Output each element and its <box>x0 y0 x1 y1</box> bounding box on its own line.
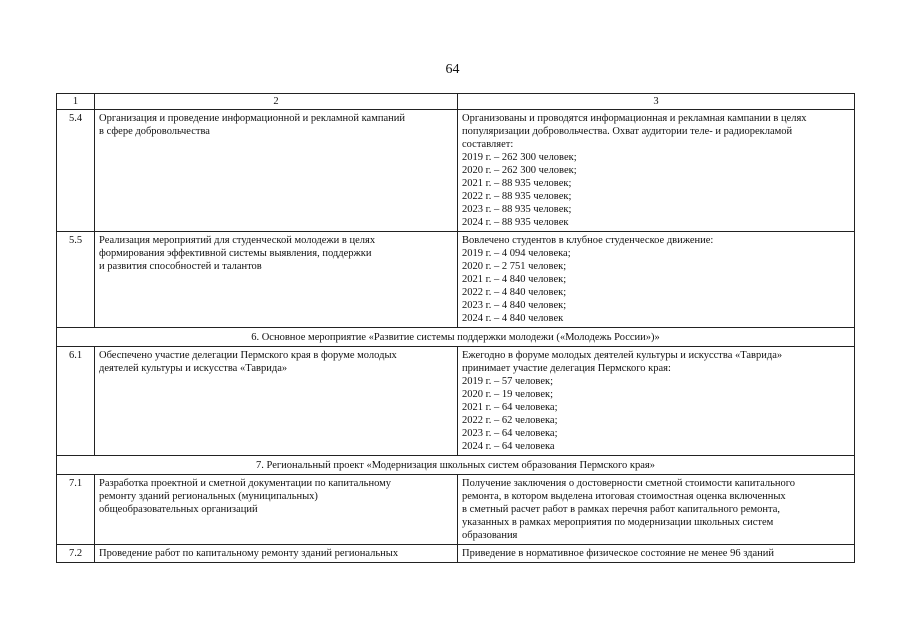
text-line: в сфере добровольчества <box>99 126 210 137</box>
text-line: Реализация мероприятий для студенческой молодежи в целях <box>99 235 376 246</box>
section-heading-row <box>57 456 855 475</box>
measures-table <box>56 93 855 563</box>
text-line: Вовлечено студентов в клубное студенческое движение: <box>462 235 714 246</box>
text-line: 2021 г. – 4 840 человек; <box>462 274 567 285</box>
text-line: Организованы и проводятся информационная и рекламная кампании в целях <box>462 113 807 124</box>
text-line: образования <box>462 530 518 541</box>
table-row <box>57 347 855 456</box>
text-line: 2019 г. – 4 094 человека; <box>462 248 571 259</box>
text-line: ремонту зданий региональных (муниципальных) <box>99 491 318 502</box>
row-number: 5.5 <box>57 232 95 328</box>
text-line: указанных в рамках мероприятия по модернизации школьных систем <box>462 517 774 528</box>
section-heading-row <box>57 328 855 347</box>
header-cell-2: 2 <box>95 94 458 110</box>
text-line: Приведение в нормативное физическое состояние не менее 96 зданий <box>462 548 775 559</box>
text-line: составляет: <box>462 139 514 150</box>
text-line: общеобразовательных организаций <box>99 504 258 515</box>
row-number: 5.4 <box>57 110 95 232</box>
table-row <box>57 110 855 232</box>
text-line: 2019 г. – 262 300 человек; <box>462 152 577 163</box>
text-line: 2020 г. – 262 300 человек; <box>462 165 577 176</box>
row-number: 7.2 <box>57 545 95 563</box>
activity-cell <box>95 110 458 232</box>
text-line: 2024 г. – 88 935 человек <box>462 217 569 228</box>
row-number: 6.1 <box>57 347 95 456</box>
page-number: 64 <box>445 62 460 77</box>
page-bottom-margin <box>0 580 905 640</box>
text-line: 2023 г. – 64 человека; <box>462 428 558 439</box>
activity-cell <box>95 475 458 545</box>
text-line: 2023 г. – 88 935 человек; <box>462 204 572 215</box>
text-line: Проведение работ по капитальному ремонту зданий региональных <box>99 548 399 559</box>
text-line: Ежегодно в форуме молодых деятелей культуры и искусства «Таврида» <box>462 350 783 361</box>
table-row <box>57 545 855 563</box>
section-6-title: 6. Основное мероприятие «Развитие системы поддержки молодежи («Молодежь России»)» <box>57 328 855 347</box>
table-row <box>57 475 855 545</box>
text-line: в сметный расчет работ в рамках перечня работ капитального ремонта, <box>462 504 781 515</box>
result-cell <box>458 475 855 545</box>
text-line: формирования эффективной системы выявления, поддержки <box>99 248 372 259</box>
text-line: 2024 г. – 64 человека <box>462 441 555 452</box>
text-line: 2019 г. – 57 человек; <box>462 376 554 387</box>
text-line: 2022 г. – 88 935 человек; <box>462 191 572 202</box>
text-line: Разработка проектной и сметной документации по капитальному <box>99 478 392 489</box>
text-line: 2023 г. – 4 840 человек; <box>462 300 567 311</box>
text-line: 2021 г. – 88 935 человек; <box>462 178 572 189</box>
header-cell-1: 1 <box>57 94 95 110</box>
header-cell-3: 3 <box>458 94 855 110</box>
text-line: и развития способностей и талантов <box>99 261 262 272</box>
row-number: 7.1 <box>57 475 95 545</box>
text-line: 2022 г. – 62 человека; <box>462 415 558 426</box>
text-line: ремонта, в котором выделена итоговая стоимостная оценка включенных <box>462 491 786 502</box>
text-line: Получение заключения о достоверности сметной стоимости капитального <box>462 478 796 489</box>
activity-cell <box>95 232 458 328</box>
activity-cell <box>95 545 458 563</box>
result-cell <box>458 232 855 328</box>
text-line: популяризации добровольчества. Охват аудитории теле- и радиорекламой <box>462 126 793 137</box>
result-cell <box>458 110 855 232</box>
table-row <box>57 232 855 328</box>
text-line: Обеспечено участие делегации Пермского края в форуме молодых <box>99 350 397 361</box>
text-line: 2020 г. – 2 751 человек; <box>462 261 567 272</box>
text-line: 2021 г. – 64 человека; <box>462 402 558 413</box>
text-line: деятелей культуры и искусства «Таврида» <box>99 363 288 374</box>
result-cell <box>458 347 855 456</box>
text-line: 2020 г. – 19 человек; <box>462 389 554 400</box>
text-line: Организация и проведение информационной и рекламной кампаний <box>99 113 405 124</box>
table-header-row <box>57 94 855 110</box>
result-cell <box>458 545 855 563</box>
text-line: принимает участие делегация Пермского края: <box>462 363 671 374</box>
section-7-title: 7. Региональный проект «Модернизация школьных систем образования Пермского края» <box>57 456 855 475</box>
activity-cell <box>95 347 458 456</box>
text-line: 2024 г. – 4 840 человек <box>462 313 564 324</box>
text-line: 2022 г. – 4 840 человек; <box>462 287 567 298</box>
